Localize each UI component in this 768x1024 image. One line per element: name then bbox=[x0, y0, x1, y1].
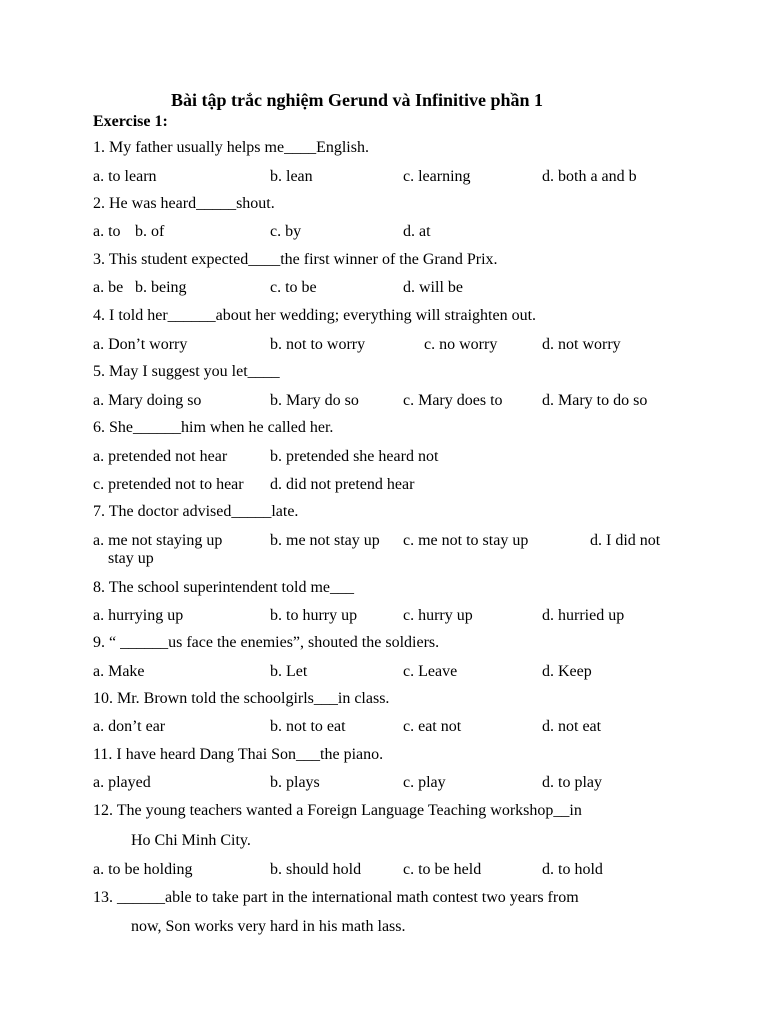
question-12-option-b: b. should hold bbox=[270, 861, 362, 878]
question-8-option-b: b. to hurry up bbox=[270, 607, 358, 624]
exercise-heading: Exercise 1: bbox=[93, 113, 168, 130]
question-12: 12. The young teachers wanted a Foreign Language Teaching workshop__in bbox=[93, 802, 582, 819]
question-6: 6. She______him when he called her. bbox=[93, 419, 334, 436]
question-5-option-b: b. Mary do so bbox=[270, 392, 359, 409]
question-4-option-b: b. not to worry bbox=[270, 336, 366, 353]
question-2-option-c: c. by bbox=[270, 223, 302, 240]
question-7-option-b: b. me not stay up bbox=[270, 532, 380, 549]
question-1-option-c: c. learning bbox=[403, 168, 471, 185]
question-9-option-d: d. Keep bbox=[542, 663, 592, 680]
question-7-option-c: c. me not to stay up bbox=[403, 532, 529, 549]
question-9-option-a: a. Make bbox=[93, 663, 145, 680]
question-8-option-a: a. hurrying up bbox=[93, 607, 184, 624]
question-6-option-a: a. pretended not hear bbox=[93, 448, 228, 465]
question-9: 9. “ ______us face the enemies”, shouted the soldiers. bbox=[93, 634, 440, 651]
question-2-option-a: a. to bbox=[93, 223, 121, 240]
question-12-continued: Ho Chi Minh City. bbox=[131, 832, 251, 849]
question-10-option-b: b. not to eat bbox=[270, 718, 346, 735]
question-7-option-d-continued: stay up bbox=[108, 550, 154, 567]
question-6-option-c: c. pretended not to hear bbox=[93, 476, 244, 493]
question-4-option-a: a. Don’t worry bbox=[93, 336, 188, 353]
question-10: 10. Mr. Brown told the schoolgirls___in class. bbox=[93, 690, 390, 707]
question-8-option-d: d. hurried up bbox=[542, 607, 625, 624]
question-3-option-a: a. be bbox=[93, 279, 124, 296]
question-11-option-b: b. plays bbox=[270, 774, 320, 791]
question-12-option-c: c. to be held bbox=[403, 861, 482, 878]
question-2-option-b: b. of bbox=[135, 223, 165, 240]
question-5-option-d: d. Mary to do so bbox=[542, 392, 648, 409]
question-8: 8. The school superintendent told me___ bbox=[93, 579, 354, 596]
question-6-option-b: b. pretended she heard not bbox=[270, 448, 439, 465]
question-3-option-c: c. to be bbox=[270, 279, 317, 296]
question-11: 11. I have heard Dang Thai Son___the piano. bbox=[93, 746, 384, 763]
question-2: 2. He was heard_____shout. bbox=[93, 195, 275, 212]
page-title: Bài tập trắc nghiệm Gerund và Infinitive phần 1 bbox=[171, 90, 544, 110]
question-13: 13. ______able to take part in the international math contest two years from bbox=[93, 889, 579, 906]
question-3-option-b: b. being bbox=[135, 279, 187, 296]
question-1: 1. My father usually helps me____English. bbox=[93, 139, 369, 156]
question-5-option-a: a. Mary doing so bbox=[93, 392, 202, 409]
question-7-option-d: d. I did not bbox=[590, 532, 661, 549]
question-12-option-d: d. to hold bbox=[542, 861, 603, 878]
question-7-option-a: a. me not staying up bbox=[93, 532, 223, 549]
question-11-option-a: a. played bbox=[93, 774, 151, 791]
question-1-option-d: d. both a and b bbox=[542, 168, 637, 185]
question-2-option-d: d. at bbox=[403, 223, 431, 240]
question-10-option-c: c. eat not bbox=[403, 718, 462, 735]
question-5: 5. May I suggest you let____ bbox=[93, 363, 280, 380]
question-6-option-d: d. did not pretend hear bbox=[270, 476, 415, 493]
question-9-option-c: c. Leave bbox=[403, 663, 458, 680]
question-10-option-d: d. not eat bbox=[542, 718, 602, 735]
question-11-option-c: c. play bbox=[403, 774, 446, 791]
question-3: 3. This student expected____the first winner of the Grand Prix. bbox=[93, 251, 498, 268]
question-1-option-b: b. lean bbox=[270, 168, 313, 185]
question-10-option-a: a. don’t ear bbox=[93, 718, 166, 735]
question-4-option-c: c. no worry bbox=[424, 336, 498, 353]
question-4-option-d: d. not worry bbox=[542, 336, 621, 353]
question-4: 4. I told her______about her wedding; everything will straighten out. bbox=[93, 307, 537, 324]
question-12-option-a: a. to be holding bbox=[93, 861, 193, 878]
question-13-continued: now, Son works very hard in his math lass. bbox=[131, 918, 406, 935]
question-8-option-c: c. hurry up bbox=[403, 607, 473, 624]
question-5-option-c: c. Mary does to bbox=[403, 392, 503, 409]
question-9-option-b: b. Let bbox=[270, 663, 308, 680]
question-1-option-a: a. to learn bbox=[93, 168, 157, 185]
question-3-option-d: d. will be bbox=[403, 279, 463, 296]
question-7: 7. The doctor advised_____late. bbox=[93, 503, 299, 520]
question-11-option-d: d. to play bbox=[542, 774, 602, 791]
